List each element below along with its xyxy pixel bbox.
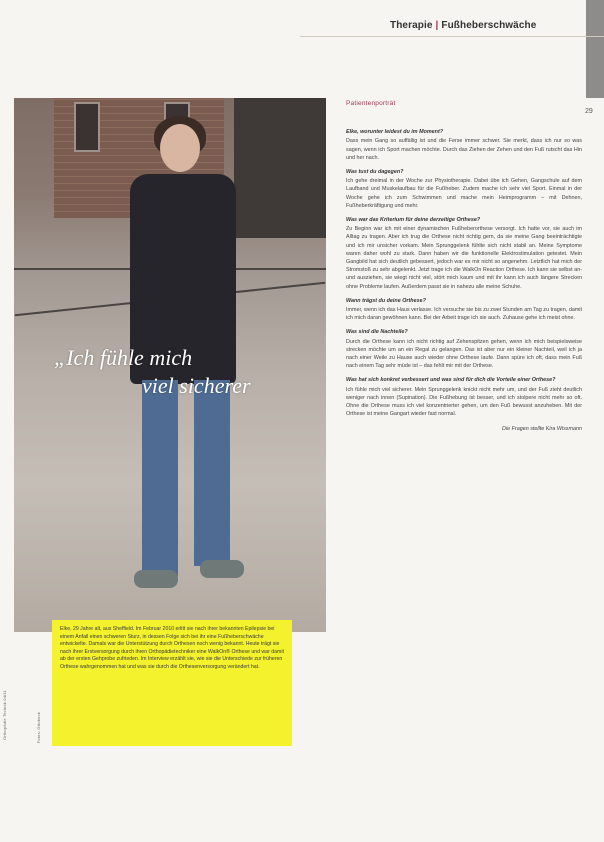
qa-block: [346, 376, 582, 418]
page-number: 29: [585, 108, 593, 115]
photo-dark-door: [234, 98, 326, 238]
interview-question: Wann trägst du deine Orthese?: [346, 297, 426, 304]
interview-question: Was war das Kriterium für deine derzeitige Orthese?: [346, 217, 481, 224]
photo-caption: Elke, 29 Jahre alt, aus Sheffield. Im Februar 2010 erlitt sie nach ihrer bekannten Epilepsie bei einem Anfall einen schweren Sturz, in dessen Folge sich bei ihr eine Fußheberschwäche entwickelte. Damals war die Unterstützung durch Orthesen noch wenig bekannt. Heute trägt sie nach ihrer Erstversorgung durch ihren Orthopädietechniker eine WalkOn® Orthese und war damit ab der ersten Gehprobe zufrieden. Im Interview erzählt sie, wie sie die Unterschiede zur früheren Orthese wahrgenommen hat und was sie durch die Orthesenversorgung verändert hat.: [52, 620, 292, 746]
interview-article: [346, 100, 582, 433]
page-header: [390, 20, 590, 31]
pull-quote: [54, 344, 304, 400]
interview-answer: Immer, wenn ich das Haus verlasse. Ich versuche sie bis zu zwei Stunden am Tag zu tragen, damit ich mich daran gewöhnen kann. Bei der Arbeit trage ich sie auch. Zuhause gehe ich meist ohne.: [346, 307, 582, 322]
qa-block: [346, 297, 582, 323]
header-topic: Fußheberschwäche: [441, 20, 537, 31]
qa-block: [346, 168, 582, 210]
photo-window: [74, 102, 100, 152]
qa-block: [346, 128, 582, 162]
vertical-photo-credit: Fotos: Ottobock: [36, 712, 41, 744]
interview-question: Elke, worunter leidest du im Moment?: [346, 129, 444, 136]
interview-question: Was tust du dagegen?: [346, 169, 404, 176]
pull-quote-line1: „Ich fühle mich: [54, 345, 193, 370]
interview-question: Was sind die Nachteile?: [346, 329, 408, 336]
photo-person-shoe: [200, 560, 244, 578]
interview-answer: Ich fühle mich viel sicherer. Mein Sprunggelenk knickt nicht mehr um, und der Fuß zieht deutlich weniger nach innen (Supination). Die Fußhebung ist besser, und ich stolpere nicht mehr so oft. Ohne die Orthese muss ich viel konzentrierter gehen, um den Fuß bewusst anzuheben. Mit der Orthese ist meine Gangart wieder fast normal.: [346, 386, 582, 418]
interview-answer: Dass mein Gang so auffällig ist und die Ferse immer schwer. Sie merkt, dass ich nur so was sagen, wenn ich Sport machen möchte. Durch das Ziehen der Zehen und den Fuß rutscht das Hin und her nach.: [346, 138, 582, 161]
photo-person-face: [160, 124, 200, 172]
header-separator: |: [435, 20, 439, 31]
vertical-journal-label: Orthopädie Technik 04/11: [2, 690, 7, 741]
qa-block: [346, 216, 582, 291]
interview-answer: Durch die Orthese kann ich nicht richtig auf Zehenspitzen gehen, wenn ich mich beispielsweise strecken möchte um an ein Regal zu gelangen. Das ist aber nur ein kleiner Nachteil, weil ich ja nach einer Weile zu Hause auch wieder ohne Orthese laufe. Dann spüre ich oft, dass mein Fuß nach einem Tag sehr müde ist – das fehlt mir mit der Orthese.: [346, 338, 582, 370]
article-signature: Die Fragen stellte Kira Wissmann: [502, 425, 582, 432]
header-rule: [300, 36, 604, 37]
photo-person-leg: [194, 380, 230, 566]
interview-question: Was hat sich konkret verbessert und was sind für dich die Vorteile einer Orthese?: [346, 377, 556, 384]
photo-person-shoe: [134, 570, 178, 588]
photo-person-leg: [142, 380, 178, 576]
portrait-photo: [14, 98, 326, 632]
article-section-tag: Patientenporträt: [346, 100, 396, 107]
interview-answer: Ich gehe dreimal in der Woche zur Physiotherapie. Dabei übe ich Gehen, Gangschule auf dem Laufband und Muskelaufbau für die Fußheber. Zudem mache ich sehr viel Sport. Einmal in der Woche gehe ich zum Schwimmen und mache mein Heimprogramm – mit Dehnen, Fußheberkräftigung und mehr.: [346, 178, 582, 209]
page-side-tab: [586, 0, 604, 98]
header-section: Therapie: [390, 20, 433, 31]
qa-block: [346, 328, 582, 370]
pull-quote-line2: viel sicherer: [142, 373, 251, 398]
interview-answer: Zu Beginn war ich mit einer dynamischen Fußheberorthese versorgt. Ich hatte vor, sie auch im Alltag zu tragen. Aber ich trug die Orthese nicht richtig gern, da sie meine Gang beeinträchtigte und ich mir unsicher vorkam. Mein Sprunggelenk fühlte sich nicht stabil an. Meine Symptome waren daher wohl zu stark. Dann haben wir die funktionelle Elektrostimulation getestet. Mein Gangbild hat sich deutlich gebessert, jedoch war es mir nicht so angenehm. Letztlich hat mich der Stromstoß zu sehr abgelenkt. Jetzt trage ich die WalkOn Reaction Orthese. Ich kann sie selbst an- und ausziehen, sie wiegt nicht viel, stört mich kaum und mit ihr kann ich auch längere Strecken ohne Probleme laufen. Außerdem passt sie in nahezu alle meine Schuhe.: [346, 226, 582, 290]
